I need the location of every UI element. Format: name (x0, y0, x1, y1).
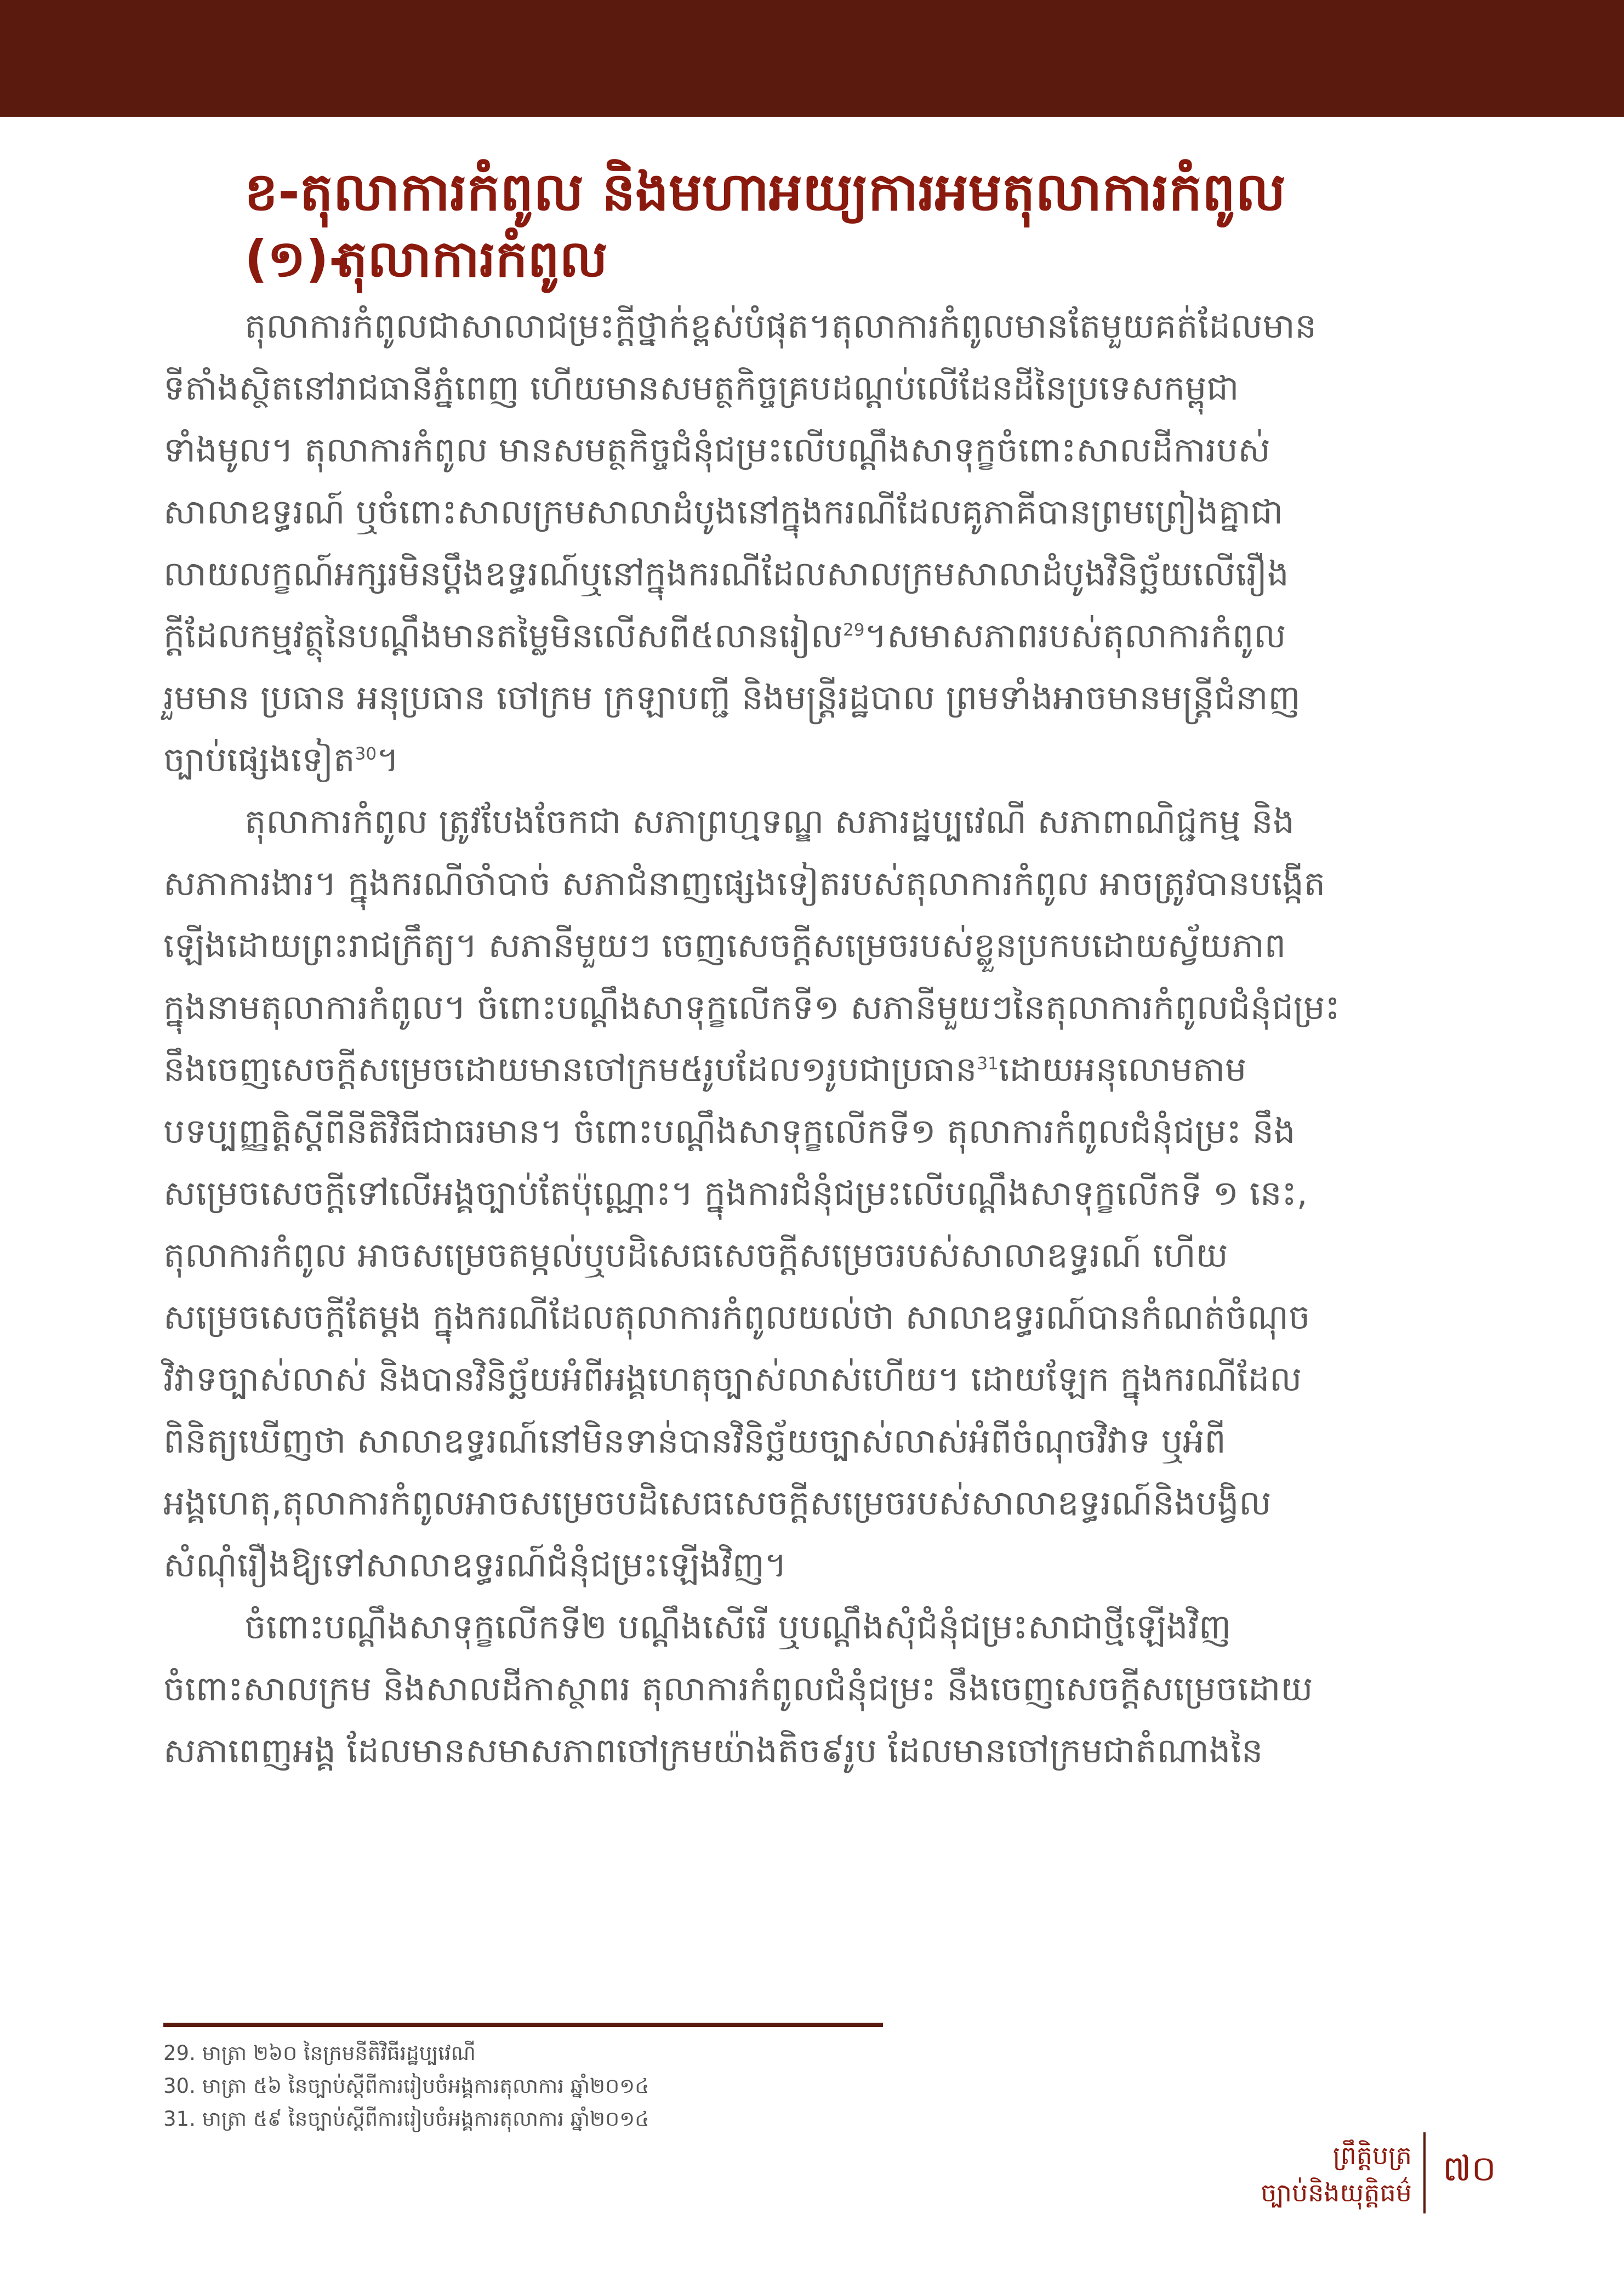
body-line-text: ច្បាប់ផ្សេងទៀត (163, 739, 355, 779)
footnote-number: 30. (163, 2074, 196, 2098)
body-line: ឡើងដោយព្រះរាជក្រឹត្យ។ សភានីមួយៗ ចេញសេចក្តីសម្រេចរបស់ខ្លួនប្រកបដោយស្វ័យភាព (163, 925, 1286, 965)
body-line (163, 730, 399, 790)
body-line (163, 1039, 1246, 1100)
footer-divider (1423, 2132, 1426, 2213)
body-line-text: ។សមាសភាពរបស់តុលាការកំពូល (864, 616, 1286, 656)
footnote-number: 29. (163, 2041, 196, 2065)
body-line-text: ដោយអនុលោមតាម (998, 1049, 1247, 1089)
footnote-ref: 29 (843, 620, 865, 640)
body-line: ក្នុងនាមតុលាការកំពូល។ ចំពោះបណ្តឹងសាទុក្ខលើកទី១ សភានីមួយៗនៃតុលាការកំពូលជំនុំជម្រះ (163, 987, 1340, 1027)
footnote (163, 2104, 649, 2135)
subsection-number: (១)- (244, 230, 350, 288)
body-line: អង្គហេតុ,តុលាការកំពូលអាចសម្រេចបដិសេធសេចក្តីសម្រេចរបស់សាលាឧទ្ធរណ៍និងបង្វិល (163, 1483, 1272, 1523)
footnote (163, 2071, 649, 2102)
body-line: ចំពោះសាលក្រម និងសាលដីកាស្ថាពរ តុលាការកំពូលជំនុំជម្រះ នឹងចេញសេចក្តីសម្រេចដោយ (163, 1669, 1313, 1709)
body-line (163, 606, 1286, 666)
body-line: ពិនិត្យឃើញថា សាលាឧទ្ធរណ៍នៅមិនទាន់បានវិនិច្ឆ័យច្បាស់លាស់អំពីចំណុចវិវាទ ឬអំពី (163, 1421, 1226, 1461)
section-heading-text: ខ-តុលាការកំពូល និងមហាអយ្យការអមតុលាការកំពូល (244, 161, 1286, 223)
body-line: ទាំងមូល។ តុលាការកំពូល មានសមត្ថកិច្ចជំនុំជម្រះលើបណ្តឹងសាទុក្ខចំពោះសាលដីការបស់ (163, 430, 1270, 470)
footnote-number: 31. (163, 2107, 196, 2131)
body-line: តុលាការកំពូល អាចសម្រេចតម្កល់ឬបដិសេធសេចក្តីសម្រេចរបស់សាលាឧទ្ធរណ៍ ហើយ (163, 1235, 1228, 1275)
body-line: ចំពោះបណ្តឹងសាទុក្ខលើកទី២ បណ្តឹងសើរើ ឬបណ្តឹងសុំជំនុំជម្រះសាជាថ្មីឡើងវិញ (244, 1607, 1232, 1647)
footnote-ref: 30 (355, 744, 377, 764)
footnote-rule (163, 2023, 883, 2027)
footnote-ref: 31 (977, 1054, 999, 1074)
body-line: តុលាការកំពូល ត្រូវបែងចែកជា សភាព្រហ្មទណ្ឌ សភារដ្ឋប្បវេណី សភាពាណិជ្ជកម្ម និង (244, 801, 1295, 841)
body-line: តុលាការកំពូលជាសាលាជម្រះក្តីថ្នាក់ខ្ពស់បំផុត។តុលាការកំពូលមានតែមួយគត់ដែលមាន (244, 306, 1317, 346)
body-line-text: ក្តីដែលកម្មវត្ថុនៃបណ្តឹងមានតម្លៃមិនលើសពី៥លានរៀល (163, 616, 843, 656)
body-line: សភាពេញអង្គ ដែលមានសមាសភាពចៅក្រមយ៉ាងតិច៩រូប ដែលមានចៅក្រមជាតំណាងនៃ (163, 1731, 1263, 1771)
body-line: បទប្បញ្ញត្តិស្តីពីនីតិវិធីជាធរមាន។ ចំពោះបណ្តឹងសាទុក្ខលើកទី១ តុលាការកំពូលជំនុំជម្រះ នឹង (163, 1111, 1296, 1151)
footnote (163, 2038, 476, 2069)
body-line: វិវាទច្បាស់លាស់ និងបានវិនិច្ឆ័យអំពីអង្គហេតុច្បាស់លាស់ហើយ។ ដោយឡែក ក្នុងករណីដែល (163, 1359, 1302, 1399)
page-number: ៧០ (1443, 2149, 1496, 2189)
footnote-text: មាត្រា ៥៦ នៃច្បាប់ស្តីពីការរៀបចំអង្គការតុលាការ ឆ្នាំ២០១៤ (202, 2074, 649, 2098)
body-line-text: នឹងចេញសេចក្តីសម្រេចដោយមានចៅក្រម៥រូបដែល១រូបជាប្រធាន (163, 1049, 977, 1089)
body-line: លាយលក្ខណ៍អក្សរមិនប្តឹងឧទ្ធរណ៍ឬនៅក្នុងករណីដែលសាលក្រមសាលាដំបូងវិនិច្ឆ័យលើរឿង (163, 554, 1289, 594)
body-line: សភាការងារ។ ក្នុងករណីចាំបាច់ សភាជំនាញផ្សេងទៀតរបស់តុលាការកំពូល អាចត្រូវបានបង្កើត (163, 863, 1326, 903)
publication-name-line2: ច្បាប់និងយុត្តិធម៌ (1261, 2178, 1412, 2207)
body-line: ទីតាំងស្ថិតនៅរាជធានីភ្នំពេញ ហើយមានសមត្ថកិច្ចគ្របដណ្តប់លើដែនដីនៃប្រទេសកម្ពុជា (163, 368, 1239, 408)
body-line: សម្រេចសេចក្តីតែម្តង ក្នុងករណីដែលតុលាការកំពូលយល់ថា សាលាឧទ្ធរណ៍បានកំណត់ចំណុច (163, 1297, 1310, 1337)
body-line: សំណុំរឿងឱ្យទៅសាលាឧទ្ធរណ៍ជំនុំជម្រះឡើងវិញ។ (163, 1545, 787, 1585)
body-line: សាលាឧទ្ធរណ៍ ឬចំពោះសាលក្រមសាលាដំបូងនៅក្នុងករណីដែលគូភាគីបានព្រមព្រៀងគ្នាជា (163, 492, 1284, 532)
subsection-title: តុលាការកំពូល (335, 230, 608, 288)
footnote-text: មាត្រា ២៦០ នៃក្រមនីតិវិធីរដ្ឋប្បវេណី (202, 2041, 476, 2065)
body-line-text: ។ (377, 739, 399, 779)
body-line: រួមមាន ប្រធាន អនុប្រធាន ចៅក្រម ក្រឡាបញ្ជី និងមន្ត្រីរដ្ឋបាល ព្រមទាំងអាចមានមន្ត្រីជំនាញ (163, 678, 1301, 718)
footnote-text: មាត្រា ៥៩ នៃច្បាប់ស្តីពីការរៀបចំអង្គការតុលាការ ឆ្នាំ២០១៤ (202, 2107, 649, 2131)
body-line: សម្រេចសេចក្តីទៅលើអង្គច្បាប់តែប៉ុណ្ណោះ។ ក្នុងការជំនុំជម្រះលើបណ្តឹងសាទុក្ខលើកទី ១ នេះ, (163, 1173, 1308, 1213)
publication-name-line1: ព្រឹត្តិបត្រ (1332, 2141, 1412, 2170)
